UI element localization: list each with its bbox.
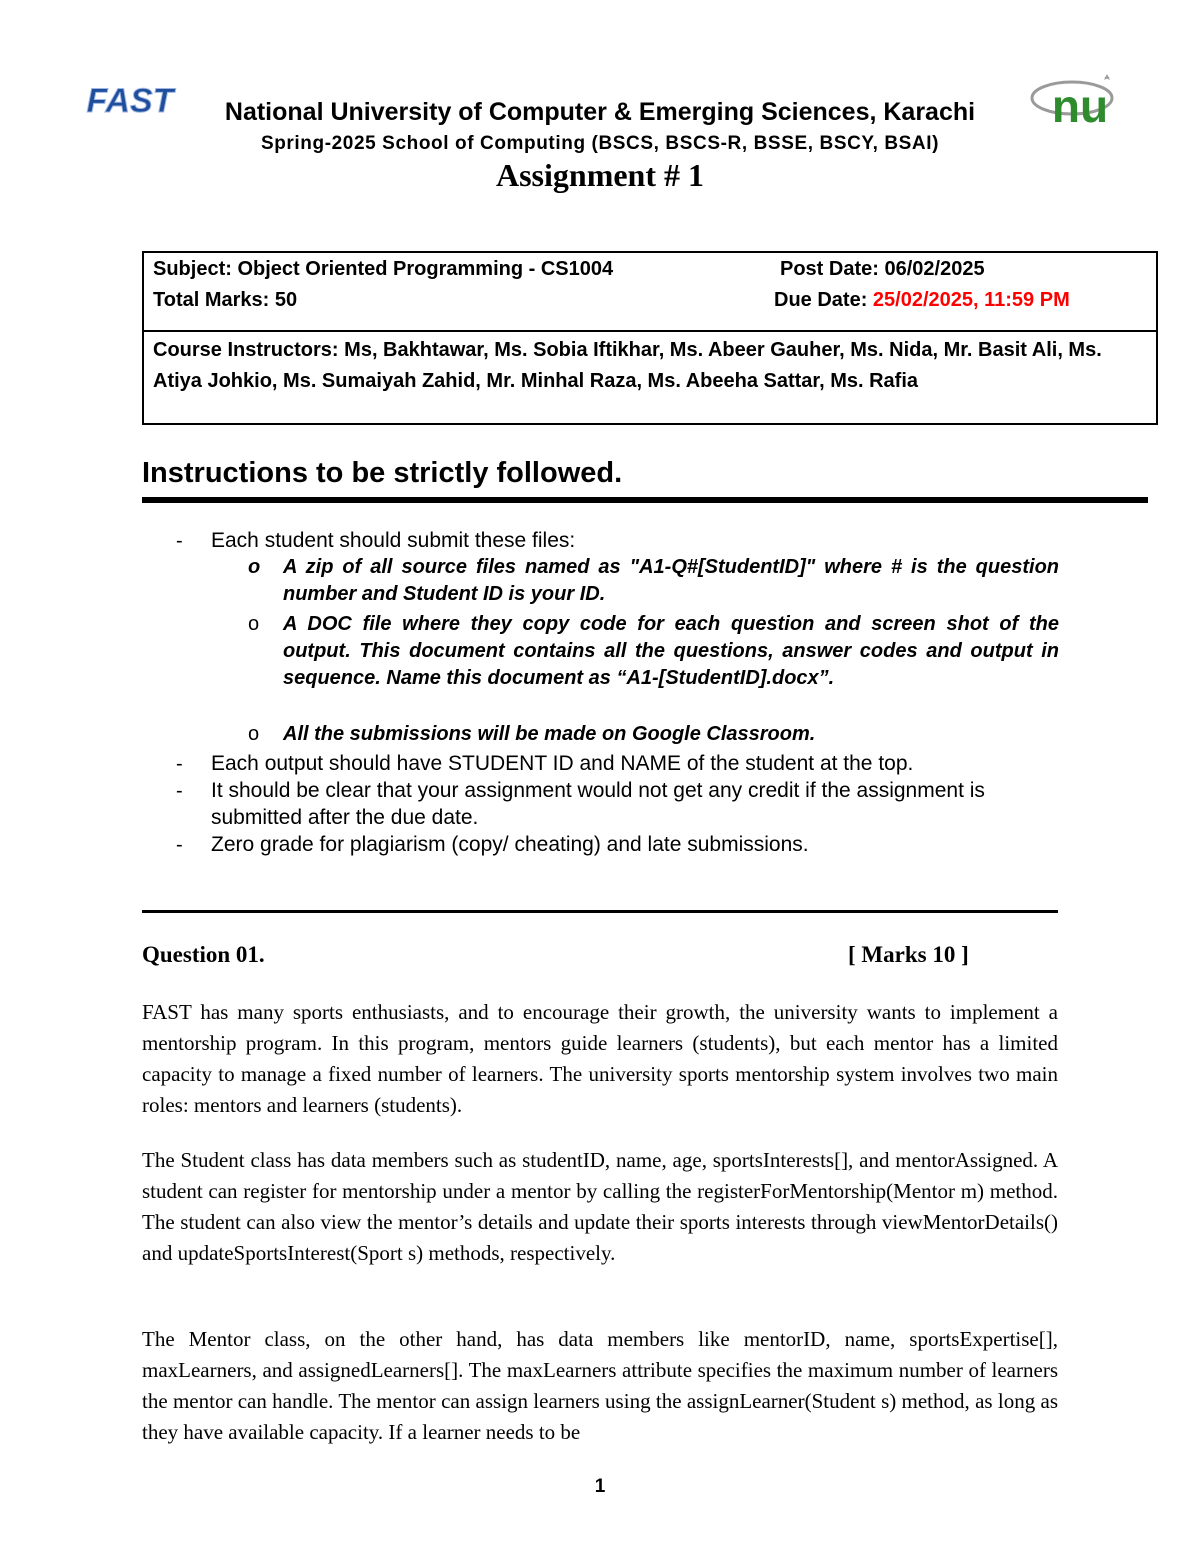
post-date-label: Post Date: xyxy=(780,258,879,280)
dash-marker: - xyxy=(176,753,183,775)
subject-label: Subject: xyxy=(153,258,232,280)
instruction-item-3: It should be clear that your assignment would not get any credit if the assignment is submitted after the due date. xyxy=(211,779,985,829)
instruction-sub-2: A DOC file where they copy code for each question and screen shot of the output. This document contains all the questions, answer codes and output in sequence. Name this document as “A1-[StudentID].docx”. xyxy=(283,613,1059,689)
instructions-heading: Instructions to be strictly followed. xyxy=(142,457,623,489)
total-marks xyxy=(153,289,297,312)
dash-marker: - xyxy=(176,780,183,802)
due-date-label: Due Date: xyxy=(774,289,868,311)
due-date xyxy=(774,289,1070,312)
fast-logo-text: FAST xyxy=(86,82,174,120)
question-paragraph-3: The Mentor class, on the other hand, has data members like mentorID, name, sportsExpertise[], maxLearners, and assignedLearners[]. The maxLearners attribute specifies the maximum number of learners the mentor can handle. The mentor can assign learners using the assignLearner(Student s) method, as long as they have available capacity. If a learner needs to be xyxy=(142,1327,1058,1444)
due-date-value: 25/02/2025, 11:59 PM xyxy=(872,289,1070,311)
instruction-sub-1: A zip of all source files named as "A1-Q#[StudentID]" where # is the question number and Student ID is your ID. xyxy=(283,556,1059,605)
dash-marker: - xyxy=(176,530,183,552)
info-table xyxy=(142,251,1158,425)
instructors-label: Course Instructors: xyxy=(153,339,339,361)
assignment-title: Assignment # 1 xyxy=(495,157,704,193)
instructors-value: Ms, Bakhtawar, Ms. Sobia Iftikhar, Ms. Abeer Gauher, Ms. Nida, Mr. Basit Ali, Ms. Atiya Johkio, Ms. Sumaiyah Zahid, Mr. Minhal Raza, Ms. Abeeha Sattar, Ms. Rafia xyxy=(153,339,1102,392)
instruction-sub-3: All the submissions will be made on Google Classroom. xyxy=(283,723,816,745)
subject xyxy=(153,258,613,281)
heading-divider xyxy=(142,497,1148,503)
sub-bullet: o xyxy=(248,613,260,635)
course-instructors xyxy=(153,335,1151,397)
info-row-dates xyxy=(144,253,1156,332)
instruction-item-4: Zero grade for plagiarism (copy/ cheating) and late submissions. xyxy=(211,833,809,856)
total-marks-label: Total Marks: xyxy=(153,289,270,311)
semester-line: Spring-2025 School of Computing (BSCS, BSCS-R, BSSE, BSCY, BSAI) xyxy=(260,133,940,154)
nu-logo-text: nu xyxy=(1051,80,1109,132)
post-date xyxy=(780,258,985,281)
dash-marker: - xyxy=(176,834,183,856)
sub-bullet: o xyxy=(248,723,260,745)
question-title: Question 01. xyxy=(142,942,265,967)
post-date-value: 06/02/2025 xyxy=(884,258,985,280)
subject-value: Object Oriented Programming - CS1004 xyxy=(237,258,614,280)
question-paragraph-1: FAST has many sports enthusiasts, and to encourage their growth, the university wants to implement a mentorship program. In this program, mentors guide learners (students), but each mentor has a limited capacity to manage a fixed number of learners. The university sports mentorship system involves two main roles: mentors and learners (students). xyxy=(142,1000,1058,1117)
university-name: National University of Computer & Emerging Sciences, Karachi xyxy=(224,98,976,126)
page-number: 1 xyxy=(594,1476,606,1497)
total-marks-value: 50 xyxy=(274,289,298,311)
sub-bullet: o xyxy=(248,556,261,578)
question-divider xyxy=(142,910,1058,913)
question-marks: [ Marks 10 ] xyxy=(848,942,969,967)
instruction-item-2: Each output should have STUDENT ID and NAME of the student at the top. xyxy=(211,752,914,775)
question-paragraph-2: The Student class has data members such as studentID, name, age, sportsInterests[], and mentorAssigned. A student can register for mentorship under a mentor by calling the registerForMentorship(Mentor m) method. The student can also view the mentor’s details and update their sports interests through viewMentorDetails() and updateSportsInterest(Sport s) methods, respectively. xyxy=(142,1148,1058,1265)
instruction-item-1: Each student should submit these files: xyxy=(211,529,576,552)
